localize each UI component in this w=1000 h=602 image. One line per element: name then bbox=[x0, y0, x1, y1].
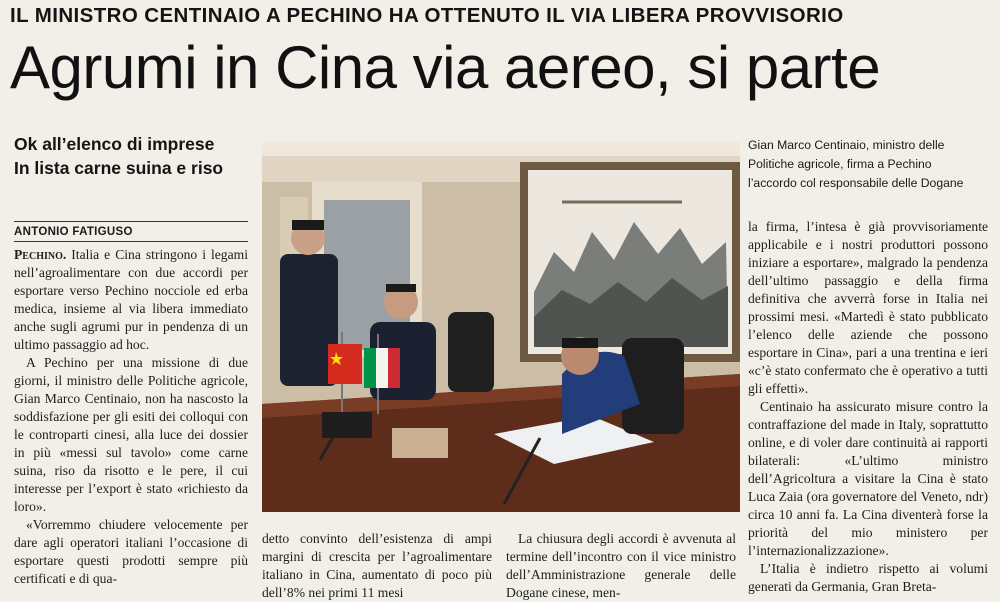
caption-line-3: l’accordo col responsabile delle Dogane bbox=[748, 176, 964, 190]
subheadline-line-1: Ok all’elenco di imprese bbox=[14, 134, 215, 154]
byline-rule bbox=[14, 221, 248, 222]
paragraph-4-1: la firma, l’intesa è già provvisoriamente applicabile e i nostri produttori possono iniziare a esportare», malgrado la pendenza dell’ultimo passaggio e della firma definitiva che avverrà forse in Italia nei prossimi mesi. «Martedì è stato pubblicato l’elenco delle aziende che possono esportare in Cina», pari a una trentina e ieri «c’è stato confermato che è operativo a tutti gli effetti». bbox=[748, 219, 988, 396]
paragraph-1 bbox=[14, 246, 248, 354]
text-column-2 bbox=[262, 530, 492, 602]
text-column-4 bbox=[748, 218, 988, 596]
paragraph-1-text: Italia e Cina stringono i legami nell’agroalimentare con due accordi per esportare verso Pechino nocciole ed erba medica, insieme al via libera immediato anche sugli agrumi pur in pendenza di un ultimo passaggio ad hoc. bbox=[14, 247, 248, 352]
subheadline-line-2: In lista carne suina e riso bbox=[14, 158, 224, 178]
text-column-1 bbox=[14, 246, 248, 588]
article-headline: Agrumi in Cina via aereo, si parte bbox=[10, 34, 881, 101]
paragraph-3: «Vorremmo chiudere velocemente per dare agli operatori italiani l’occasione di esportare questi prodotti sempre più certificati e di qua- bbox=[14, 517, 248, 586]
byline-rule-bottom bbox=[14, 241, 248, 242]
byline: ANTONIO FATIGUSO bbox=[14, 226, 133, 238]
paragraph-4-2: Centinaio ha assicurato misure contro la contraffazione del made in Italy, soprattutto online, e di voler dare continuità ai rapporti bilaterali: «L’ultimo ministro dell’Agricoltura a visitare la Cina è stato Luca Zaia (ora governatore del Veneto, ndr) circa 10 anni fa. La Cina diventerà forse la priorità del mio ministero per l’internazionalizzazione». bbox=[748, 399, 988, 558]
article-kicker: IL MINISTRO CENTINAIO A PECHINO HA OTTENUTO IL VIA LIBERA PROVVISORIO bbox=[10, 4, 844, 27]
dateline: Pechino. bbox=[14, 247, 67, 262]
paragraph-2: A Pechino per una missione di due giorni, il ministro delle Politiche agricole, Gian Marco Centinaio, non ha nascosto la soddisfazione per gli esiti dei colloqui con le controparti cinesi, alla luce dei dossier in più «messi sul tavolo» come carne suina, riso da risotto e le pere, il cui interesse per l’export è stato «richiesto da loro». bbox=[14, 355, 248, 514]
paragraph-4-3: L’Italia è indietro rispetto ai volumi generati da Germania, Gran Breta- bbox=[748, 561, 988, 594]
caption-line-1: Gian Marco Centinaio, ministro delle bbox=[748, 138, 945, 152]
caption-line-2: Politiche agricole, firma a Pechino bbox=[748, 157, 932, 171]
article-subheadline bbox=[14, 132, 254, 180]
article-photo bbox=[262, 142, 740, 512]
paragraph-3-1: La chiusura degli accordi è avvenuta al termine dell’incontro con il vice ministro dell’Amministrazione generale delle Dogane cinese, men- bbox=[506, 531, 736, 600]
text-column-3 bbox=[506, 530, 736, 602]
paragraph-2-1: detto convinto dell’esistenza di ampi margini di crescita per l’agroalimentare italiano in Cina, aumentato di poco più dell’8% nei primi 11 mesi bbox=[262, 531, 492, 600]
photo-caption bbox=[748, 136, 988, 193]
